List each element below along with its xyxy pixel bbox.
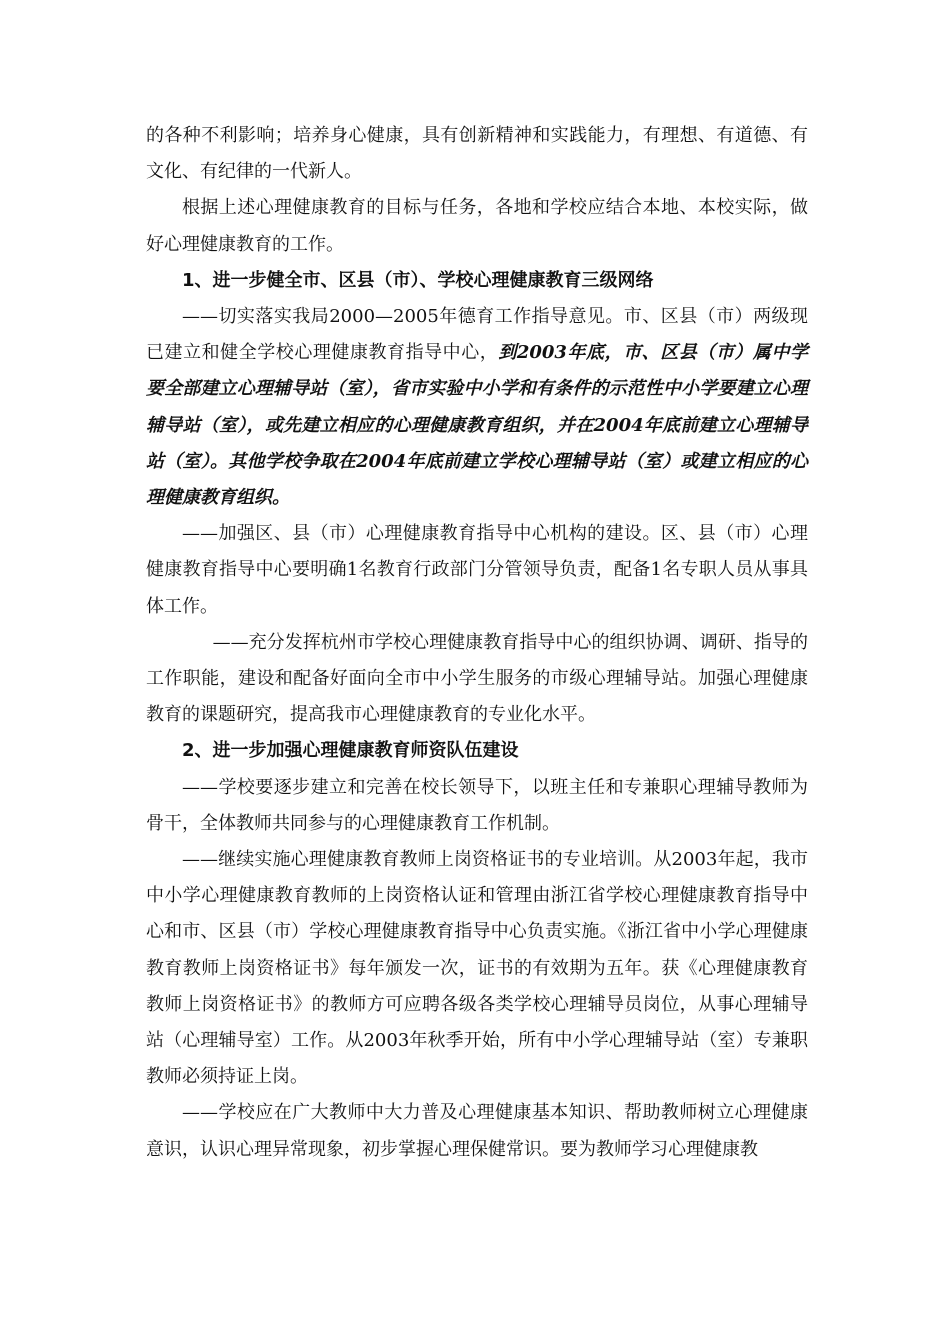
document-body [146,118,808,1168]
paragraph-city-center: ——充分发挥杭州市学校心理健康教育指导中心的组织协调、调研、指导的工作职能，建设和配备好面向全市中小学生服务的市级心理辅导站。加强心理健康教育的课题研究，提高我市心理健康教育的专业化水平。 [146,631,808,726]
paragraph-district-center: ——加强区、县（市）心理健康教育指导中心机构的建设。区、县（市）心理健康教育指导中心要明确1名教育行政部门分管领导负责，配备1名专职人员从事具体工作。 [146,523,808,617]
section-heading-2: 2、进一步加强心理健康教育师资队伍建设 [182,740,519,762]
paragraph-intro: 根据上述心理健康教育的目标与任务，各地和学校应结合本地、本校实际，做好心理健康教育的工作。 [146,197,808,255]
paragraph-network-text: ——切实落实我局2000—2005年德育工作指导意见。市、区县（市）两级现已建立和健全学校心理健康教育指导中心， [146,306,808,364]
paragraph-continuation: 的各种不利影响；培养身心健康，具有创新精神和实践能力，有理想、有道德、有文化、有纪律的一代新人。 [146,125,808,183]
paragraph-teacher-knowledge: ——学校应在广大教师中大力普及心理健康基本知识、帮助教师树立心理健康意识，认识心理异常现象，初步掌握心理保健常识。要为教师学习心理健康教 [146,1102,808,1160]
paragraph-certification: ——继续实施心理健康教育教师上岗资格证书的专业培训。从2003年起，我市中小学心理健康教育教师的上岗资格认证和管理由浙江省学校心理健康教育指导中心和市、区县（市）学校心理健康教育指导中心负责实施。《浙江省中小学心理健康教育教师上岗资格证书》每年颁发一次，证书的有效期为五年。获《心理健康教育教师上岗资格证书》的教师方可应聘各级各类学校心理辅导员岗位，从事心理辅导站（心理辅导室）工作。从2003年秋季开始，所有中小学心理辅导站（室）专兼职教师必须持证上岗。 [146,849,808,1088]
paragraph-network [146,299,808,516]
section-heading-1: 1、进一步健全市、区县（市）、学校心理健康教育三级网络 [182,269,654,291]
paragraph-mechanism: ——学校要逐步建立和完善在校长领导下，以班主任和专兼职心理辅导教师为骨干，全体教师共同参与的心理健康教育工作机制。 [146,776,808,834]
paragraph-network-emphasis: 到2003年底，市、区县（市）属中学要全部建立心理辅导站（室），省市实验中小学和有条件的示范性中小学要建立心理辅导站（室），或先建立相应的心理健康教育组织，并在2004年底前建立心理辅导站（室）。其他学校争取在2004年底前建立学校心理辅导站（室）或建立相应的心理健康教育组织。 [146,342,808,509]
